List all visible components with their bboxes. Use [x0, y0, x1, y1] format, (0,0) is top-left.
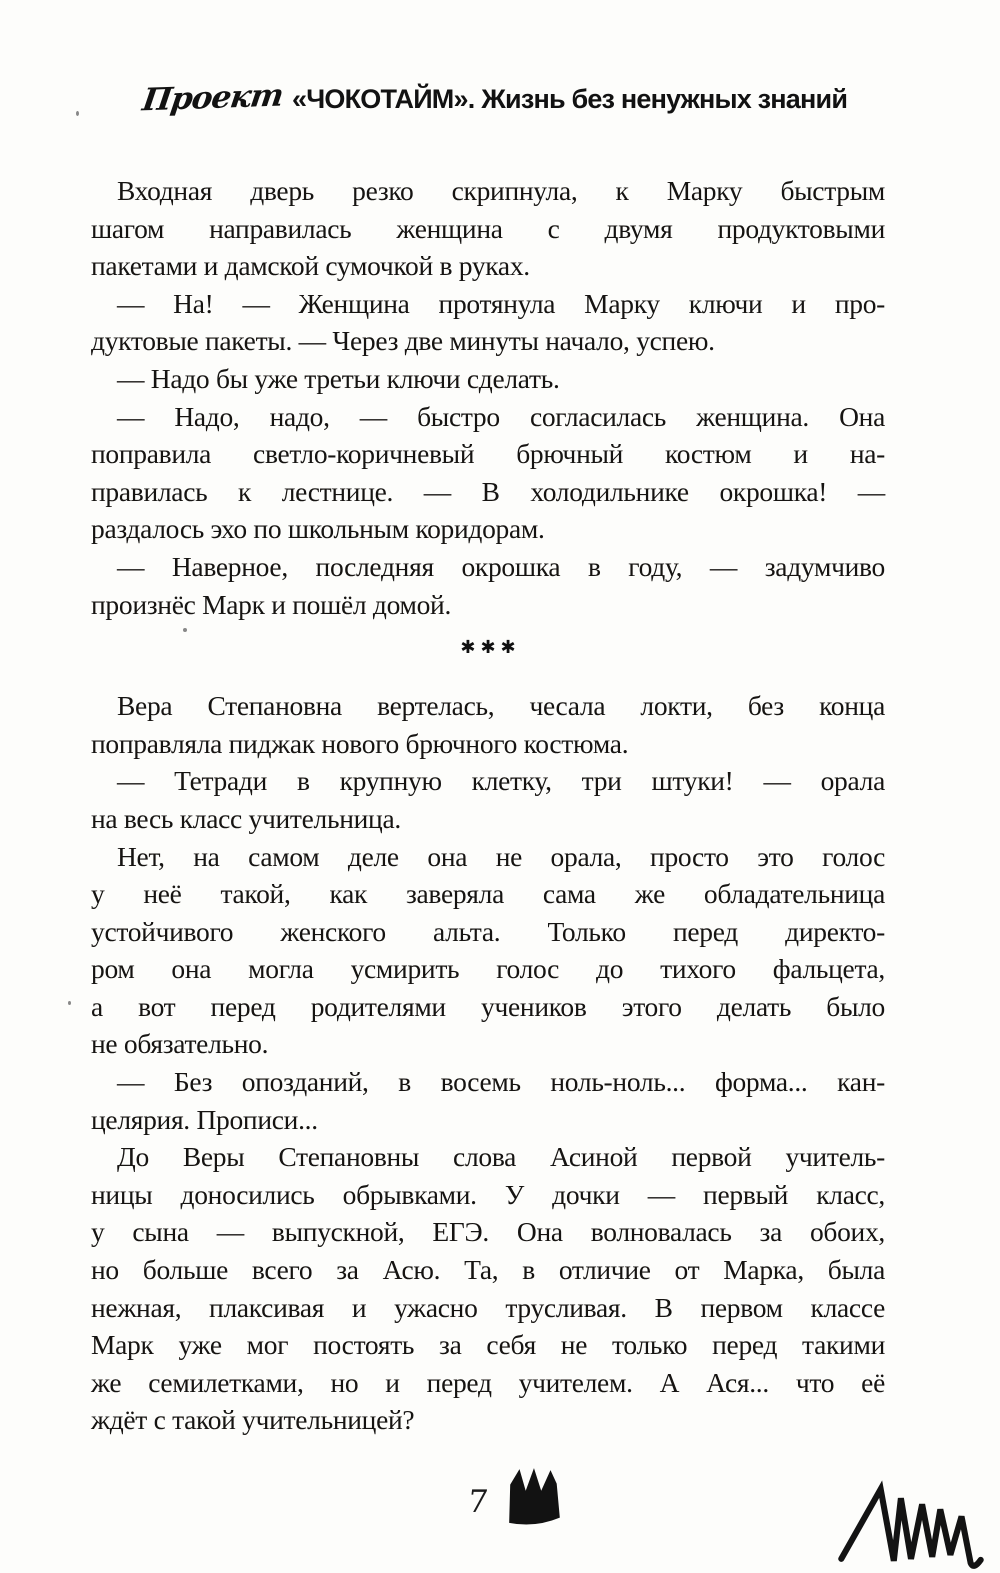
- text-line: поправляла пиджак нового брючного костюма.: [91, 727, 629, 759]
- text-line: ницы доносились обрывками. У дочки — первый класс,: [91, 1178, 885, 1210]
- text-line: До Веры Степановны слова Асиной первой учитель-: [117, 1141, 885, 1173]
- signature-scribble: [836, 1476, 988, 1572]
- paragraph: [91, 548, 885, 623]
- paragraph: [91, 398, 885, 548]
- text-line: Вера Степановна вертелась, чесала локти, без конца: [117, 690, 885, 722]
- text-line: — Без опозданий, в восемь ноль-ноль... форма... кан-: [117, 1066, 885, 1098]
- text-line: — Тетради в крупную клетку, три штуки! — орала: [117, 765, 885, 797]
- text-line: поправила светло-коричневый брючный костюм и на-: [91, 438, 885, 470]
- scan-speck: [183, 628, 187, 632]
- paragraph: [91, 762, 885, 837]
- text-line: Марк уже мог постоять за себя не только перед такими: [91, 1329, 885, 1361]
- text-line: произнёс Марк и пошёл домой.: [91, 588, 452, 620]
- text-section: [91, 172, 885, 623]
- text-line: Входная дверь резко скрипнула, к Марку быстрым: [117, 175, 885, 206]
- text-line: пакетами и дамской сумочкой в руках.: [91, 250, 530, 282]
- section-separator: ✱✱✱: [460, 637, 521, 659]
- text-line: Нет, на самом деле она не орала, просто это голос: [117, 840, 885, 872]
- text-line: а вот перед родителями учеников этого делать было: [91, 990, 885, 1022]
- paragraph: [91, 285, 885, 360]
- text-line: раздалось эхо по школьным коридорам.: [91, 513, 545, 545]
- paragraph: [91, 1063, 885, 1138]
- text-line: но больше всего за Асю. Та, в отличие от Марка, была: [91, 1254, 885, 1286]
- text-line: целярия. Прописи...: [91, 1103, 318, 1135]
- text-line: не обязательно.: [91, 1028, 269, 1060]
- text-line: нежная, плаксивая и ужасно трусливая. В первом классе: [91, 1291, 885, 1323]
- text-line: на весь класс учительница.: [91, 802, 401, 834]
- text-section: [91, 687, 885, 1439]
- text-line: — На! — Женщина протянула Марку ключи и про-: [117, 287, 885, 319]
- running-header: [95, 77, 895, 119]
- text-line: — Наверное, последняя окрошка в году, — задумчиво: [117, 550, 885, 582]
- paragraph: [91, 838, 885, 1064]
- text-line: ждёт с такой учительницей?: [91, 1404, 415, 1436]
- text-line: — Надо, надо, — быстро согласилась женщина. Она: [117, 400, 885, 432]
- text-line: же семилетками, но и перед учителем. А Ася... что её: [91, 1366, 885, 1398]
- text-line: дуктовые пакеты. — Через две минуты начало, успею.: [91, 325, 715, 357]
- paragraph: [91, 687, 885, 762]
- text-line: — Надо бы уже третьи ключи сделать.: [117, 362, 560, 394]
- header-title-rest: Жизнь без ненужных знаний: [481, 84, 848, 114]
- crown-icon: [506, 1466, 564, 1528]
- text-line: у сына — выпускной, ЕГЭ. Она волновалась за обоих,: [91, 1216, 885, 1248]
- header-project-script: Проект: [139, 77, 285, 119]
- paragraph: [91, 360, 885, 398]
- text-line: ром она могла усмирить голос до тихого фальцета,: [91, 953, 885, 985]
- paragraph: [91, 1138, 885, 1439]
- scan-speck: [68, 1001, 71, 1005]
- text-line: устойчивого женского альта. Только перед директо-: [91, 915, 885, 947]
- text-line: шагом направилась женщина с двумя продуктовыми: [91, 212, 885, 244]
- page-number: 7: [465, 1484, 490, 1520]
- paragraph: [91, 172, 885, 285]
- text-line: правилась к лестнице. — В холодильнике окрошка! —: [91, 475, 885, 507]
- scan-speck: [76, 111, 79, 116]
- page-text: [91, 172, 885, 1439]
- text-line: у неё такой, как заверяла сама же обладательница: [91, 878, 885, 910]
- header-title-bold: «ЧОКОТАЙМ».: [292, 84, 475, 114]
